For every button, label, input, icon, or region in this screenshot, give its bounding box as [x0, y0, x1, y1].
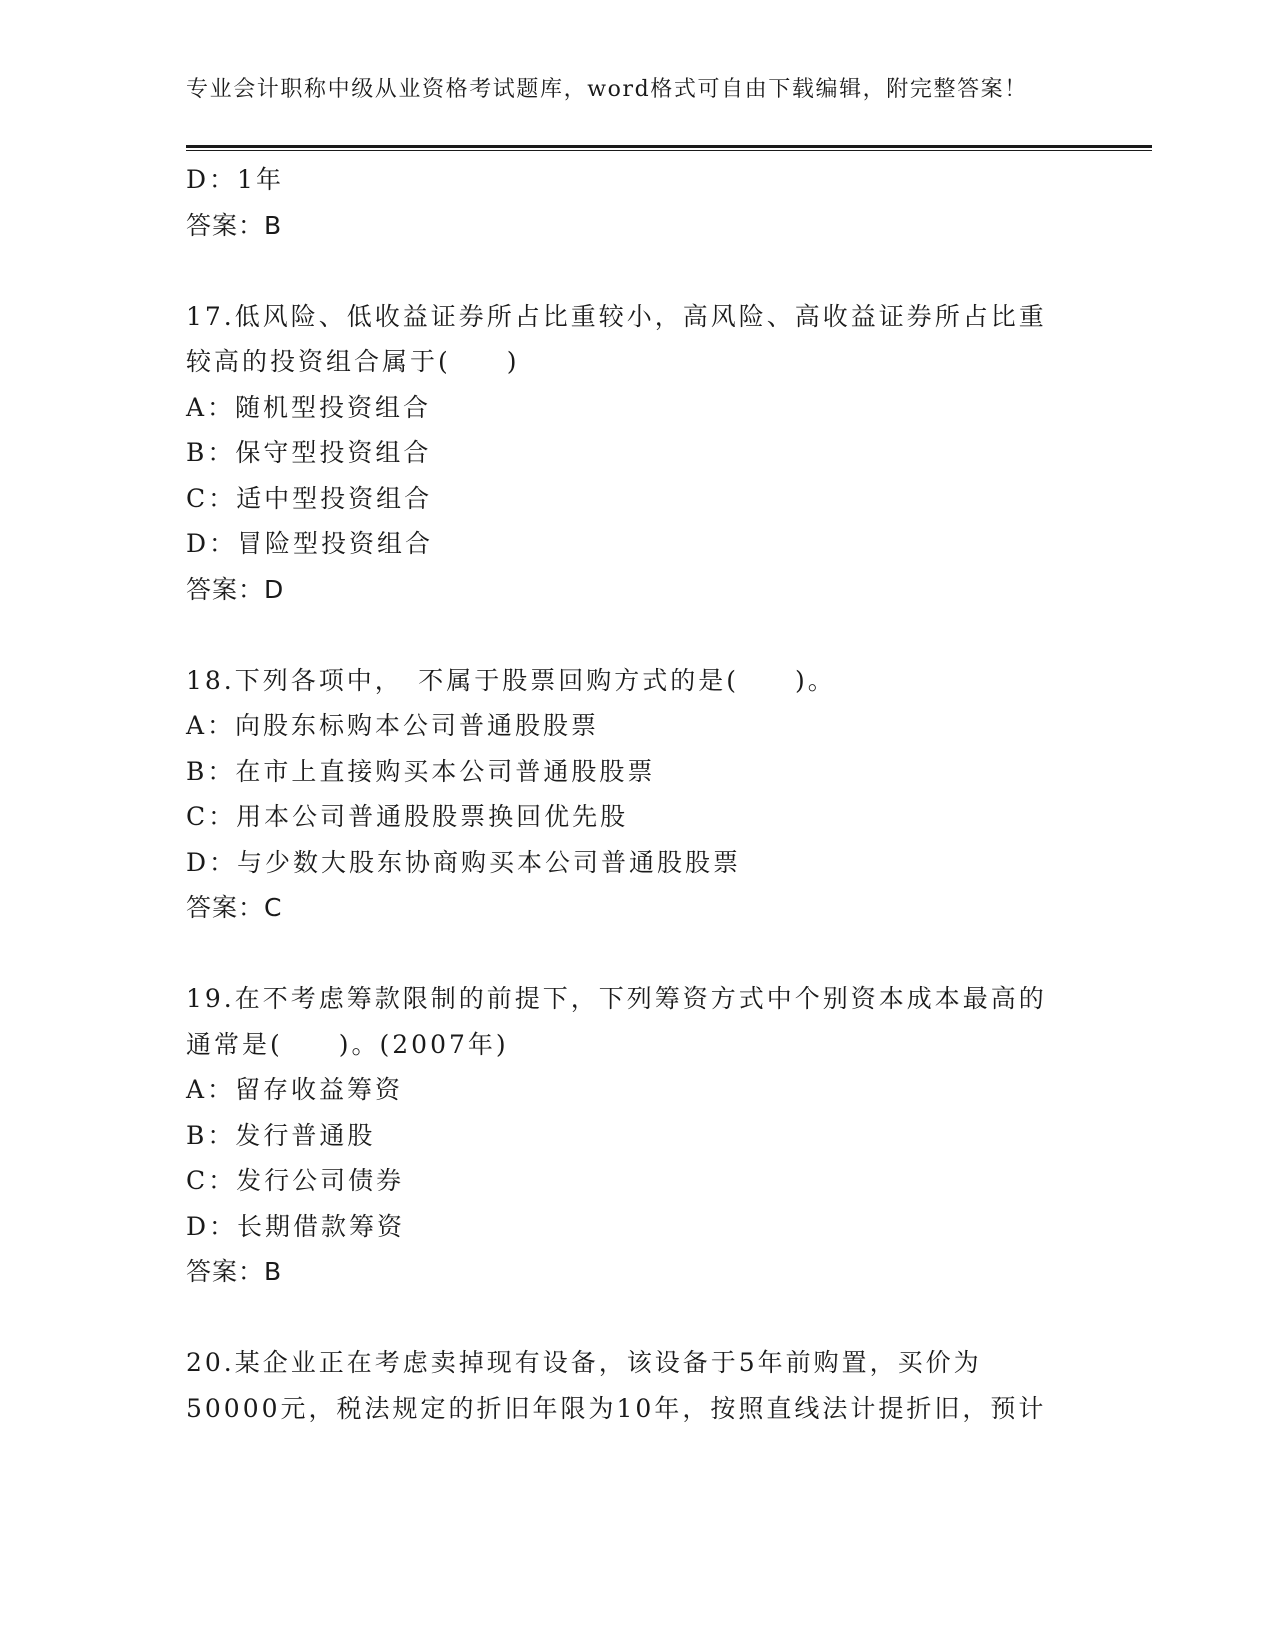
page-header: 专业会计职称中级从业资格考试题库，word格式可自由下载编辑，附完整答案！ [186, 77, 1028, 102]
option-c: C：发行公司债券 [186, 1166, 405, 1195]
question-stem: 通常是( )。(2007年) [186, 1029, 509, 1059]
option-d: D：冒险型投资组合 [186, 529, 434, 558]
header-rule-thick [186, 145, 1152, 148]
document-body [186, 157, 1086, 1431]
question-17 [186, 294, 1086, 613]
option-d: D：与少数大股东协商购买本公司普通股股票 [186, 847, 742, 877]
question-stem: 较高的投资组合属于( ) [186, 347, 520, 376]
option-a: A：随机型投资组合 [186, 392, 432, 422]
answer: 答案：D [186, 574, 285, 604]
answer: 答案：B [186, 210, 283, 240]
option-a: A：留存收益筹资 [186, 1075, 404, 1104]
question-19 [186, 976, 1086, 1295]
spacer [186, 1295, 1086, 1341]
question-18 [186, 658, 1086, 931]
spacer [186, 612, 1086, 658]
option-c: C：适中型投资组合 [186, 483, 433, 513]
question-stem: 19.在不考虑筹款限制的前提下，下列筹资方式中个别资本成本最高的 [186, 984, 1047, 1013]
question-stem: 50000元，税法规定的折旧年限为10年，按照直线法计提折旧，预计 [186, 1393, 1047, 1423]
option-d: D：1年 [186, 165, 284, 194]
spacer [186, 248, 1086, 294]
option-a: A：向股东标购本公司普通股股票 [186, 711, 600, 740]
option-c: C：用本公司普通股股票换回优先股 [186, 802, 629, 831]
answer: 答案：C [186, 893, 283, 922]
question-20 [186, 1340, 1086, 1431]
option-b: B：保守型投资组合 [186, 438, 432, 467]
answer: 答案：B [186, 1257, 283, 1286]
question-stem: 20.某企业正在考虑卖掉现有设备，该设备于5年前购置，买价为 [186, 1348, 982, 1377]
spacer [186, 931, 1086, 977]
question-stem: 18.下列各项中， 不属于股票回购方式的是( )。 [186, 665, 836, 695]
option-d: D：长期借款筹资 [186, 1211, 406, 1241]
option-b: B：在市上直接购买本公司普通股股票 [186, 756, 656, 786]
header-rule-thin [186, 150, 1152, 151]
option-b: B：发行普通股 [186, 1120, 376, 1150]
question-stem: 17.低风险、低收益证券所占比重较小，高风险、高收益证券所占比重 [186, 301, 1047, 331]
